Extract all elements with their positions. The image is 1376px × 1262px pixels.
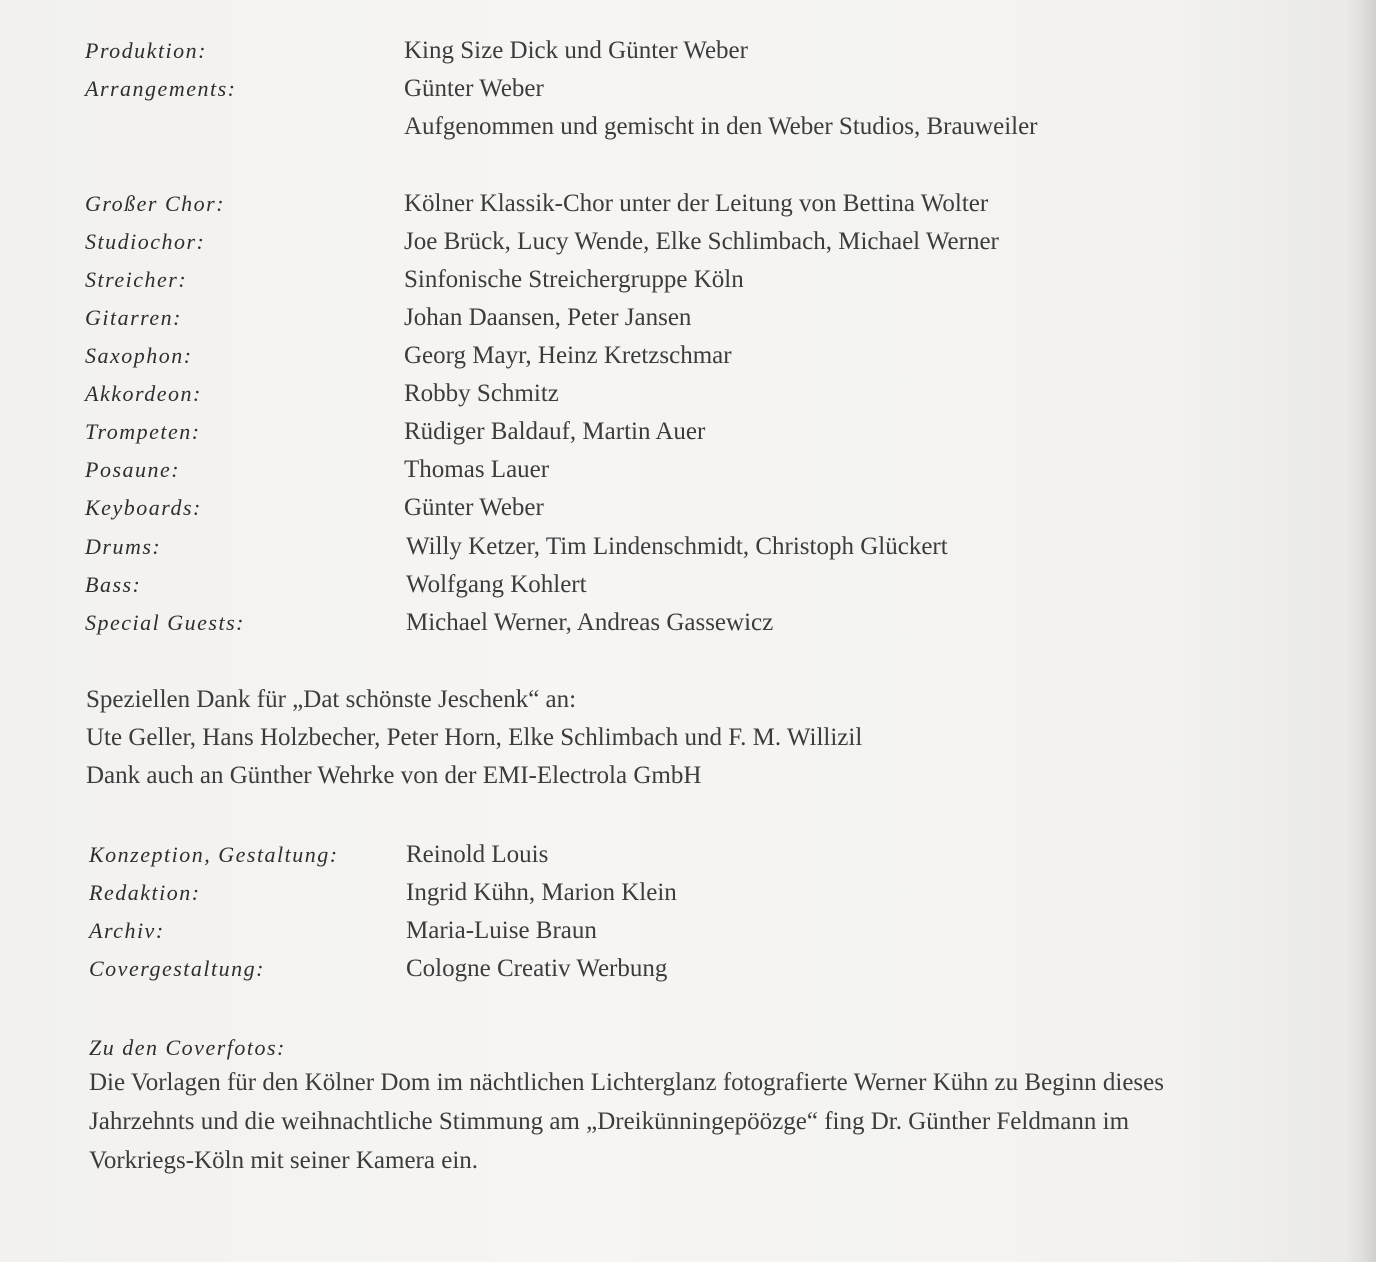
credit-label: Konzeption, Gestaltung:	[89, 842, 339, 867]
credit-label: Posaune:	[85, 457, 181, 482]
credit-label: Produktion:	[85, 38, 207, 63]
credit-label: Bass:	[85, 572, 142, 597]
credit-label: Keyboards:	[85, 495, 202, 520]
credit-value: Cologne Creativ Werbung	[406, 955, 668, 982]
credit-value: Günter Weber	[404, 494, 544, 521]
credit-value: King Size Dick und Günter Weber	[404, 37, 748, 64]
credit-value: Georg Mayr, Heinz Kretzschmar	[404, 342, 732, 369]
thanks-line: Ute Geller, Hans Holzbecher, Peter Horn, Elke Schlimbach und F. M. Willizil	[86, 724, 863, 751]
credit-label: Trompeten:	[85, 419, 201, 444]
credit-value: Reinold Louis	[406, 841, 549, 868]
page-fold-shadow	[1346, 0, 1376, 1262]
credit-value: Willy Ketzer, Tim Lindenschmidt, Christoph Glückert	[406, 533, 948, 560]
credit-label: Archiv:	[89, 918, 165, 943]
credit-label: Saxophon:	[85, 343, 193, 368]
credit-label: Streicher:	[85, 267, 188, 292]
cover-photos-line: Vorkriegs-Köln mit seiner Kamera ein.	[89, 1147, 479, 1174]
credit-label: Drums:	[85, 534, 162, 559]
credit-value: Ingrid Kühn, Marion Klein	[406, 879, 677, 906]
credit-label: Großer Chor:	[85, 191, 226, 216]
credit-value: Sinfonische Streichergruppe Köln	[404, 266, 744, 293]
credit-value: Robby Schmitz	[404, 380, 559, 407]
thanks-line: Dank auch an Günther Wehrke von der EMI-Electrola GmbH	[86, 762, 702, 789]
credit-value: Johan Daansen, Peter Jansen	[404, 304, 692, 331]
credit-label: Redaktion:	[89, 880, 201, 905]
credit-value: Günter Weber	[404, 75, 544, 102]
credit-value: Wolfgang Kohlert	[406, 571, 587, 598]
credit-label: Akkordeon:	[85, 381, 202, 406]
credit-label: Gitarren:	[85, 305, 183, 330]
credit-value: Rüdiger Baldauf, Martin Auer	[404, 418, 706, 445]
credit-value: Kölner Klassik-Chor unter der Leitung von Bettina Wolter	[404, 190, 989, 217]
credit-value: Joe Brück, Lucy Wende, Elke Schlimbach, Michael Werner	[404, 228, 999, 255]
credit-value: Thomas Lauer	[404, 456, 550, 483]
cover-photos-line: Jahrzehnts und die weihnachtliche Stimmung am „Dreikünningepöözge“ fing Dr. Günther Feldmann im	[89, 1108, 1130, 1135]
credit-label: Arrangements:	[85, 76, 237, 101]
credit-label: Studiochor:	[85, 229, 206, 254]
cover-photos-heading: Zu den Coverfotos:	[89, 1035, 286, 1060]
credit-value: Maria-Luise Braun	[406, 917, 597, 944]
credit-value: Michael Werner, Andreas Gassewicz	[406, 609, 774, 636]
credit-label: Special Guests:	[85, 610, 245, 635]
thanks-line: Speziellen Dank für „Dat schönste Jeschenk“ an:	[86, 686, 577, 713]
cover-photos-line: Die Vorlagen für den Kölner Dom im nächtlichen Lichterglanz fotografierte Werner Kühn zu Beginn dieses	[89, 1069, 1164, 1096]
credit-value: Aufgenommen und gemischt in den Weber Studios, Brauweiler	[404, 113, 1038, 140]
credit-label: Covergestaltung:	[89, 956, 265, 981]
